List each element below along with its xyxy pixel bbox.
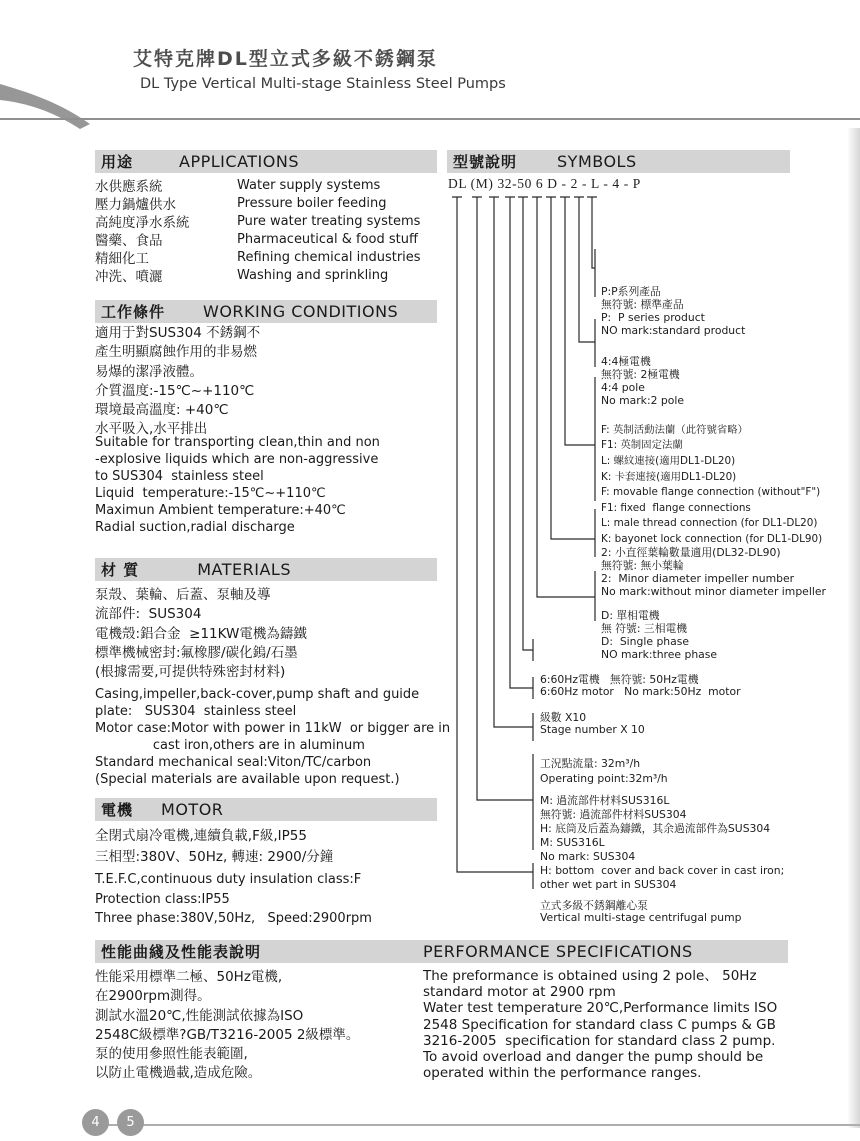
application-row bbox=[95, 230, 437, 248]
text-line: Water test temperature 20℃,Performance limits ISO bbox=[423, 1000, 778, 1017]
text-line: M: 過流部件材料SUS316L bbox=[540, 794, 670, 807]
text-line: Maximun Ambient temperature:+40℃ bbox=[95, 503, 346, 518]
text-line: Protection class:IP55 bbox=[95, 891, 230, 907]
performance-heading bbox=[95, 940, 788, 963]
text-line: NO mark:standard product bbox=[601, 324, 746, 337]
text-line: No mark:without minor diameter impeller bbox=[601, 585, 826, 598]
text-line: cast iron,others are in aluminum bbox=[95, 738, 365, 753]
text-line: 6:60Hz電機 無符號: 50Hz電機 bbox=[540, 673, 699, 686]
text-line: 泵的使用參照性能表範圍, bbox=[95, 1046, 248, 1063]
text-line: 易爆的潔凈液體。 bbox=[95, 363, 203, 380]
page-number-right: 5 bbox=[117, 1109, 144, 1136]
text-line: 6:60Hz motor No mark:50Hz motor bbox=[540, 685, 741, 698]
text-line: 2: 小直徑葉輪數量適用(DL32-DL90) bbox=[601, 546, 781, 559]
text-line: 環境最高溫度: +40℃ bbox=[95, 402, 229, 419]
text-line: P:P系列產品 bbox=[601, 285, 661, 298]
text-line: NO mark:three phase bbox=[601, 648, 718, 661]
motor-heading-zh: 電機 bbox=[101, 801, 134, 819]
working-conditions-en bbox=[95, 434, 380, 536]
symbols-heading-en: SYMBOLS bbox=[557, 152, 637, 171]
text-line: Vertical multi-stage centrifugal pump bbox=[540, 911, 742, 924]
text-line: Liquid temperature:-15℃~+110℃ bbox=[95, 486, 326, 501]
application-en: Refining chemical industries bbox=[237, 249, 421, 265]
text-line: 立式多級不銹鋼離心泵 bbox=[540, 898, 648, 912]
application-zh: 高純度凈水系統 bbox=[95, 215, 190, 231]
text-line: K: 卡套連接(適用DL1-DL20) bbox=[601, 470, 737, 483]
applications-heading bbox=[95, 150, 437, 173]
text-line: 測試水溫20℃,性能測試依據為ISO bbox=[95, 1007, 304, 1024]
text-line: 產生明顯腐蝕作用的非易燃 bbox=[95, 344, 257, 361]
text-line: 無符號: 無小葉輪 bbox=[601, 559, 684, 572]
performance-heading-en: PERFORMANCE SPECIFICATIONS bbox=[423, 942, 693, 961]
text-line: 3216-2005 specification for standard class 2 pump. bbox=[423, 1032, 776, 1049]
text-line: L: male thread connection (for DL1-DL20) bbox=[601, 517, 818, 530]
application-en: Washing and sprinkling bbox=[237, 267, 389, 283]
materials-zh bbox=[95, 586, 307, 682]
text-line: Operating point:32m³/h bbox=[540, 772, 668, 785]
text-line: 2548 Specification for standard class C pumps & GB bbox=[423, 1016, 776, 1033]
application-row bbox=[95, 248, 437, 266]
text-line: Radial suction,radial discharge bbox=[95, 520, 295, 535]
application-en: Pharmaceutical & food stuff bbox=[237, 231, 418, 247]
applications-heading-en: APPLICATIONS bbox=[179, 152, 299, 171]
text-line: standard motor at 2900 rpm bbox=[423, 984, 616, 1001]
text-line: 在2900rpm測得。 bbox=[95, 988, 211, 1005]
materials-heading-zh: 材 質 bbox=[101, 561, 140, 579]
text-line: 無符號: 過流部件材料SUS304 bbox=[540, 808, 687, 821]
application-en: Pressure boiler feeding bbox=[237, 195, 387, 211]
text-line: 三相型:380V、50Hz, 轉速: 2900/分鐘 bbox=[95, 849, 334, 865]
text-line: 適用于對SUS304 不銹鋼不 bbox=[95, 325, 261, 341]
text-line: -explosive liquids which are non-aggressive bbox=[95, 452, 379, 467]
text-line: 標準機械密封:氟橡膠/碳化鎢/石墨 bbox=[95, 644, 298, 661]
application-row bbox=[95, 194, 437, 212]
text-line: L: 螺紋連接(適用DL1-DL20) bbox=[601, 454, 736, 467]
application-row bbox=[95, 176, 437, 194]
text-line: D: Single phase bbox=[601, 635, 690, 648]
application-zh: 壓力鍋爐供水 bbox=[95, 197, 176, 213]
text-line: F: movable flange connection (without"F") bbox=[601, 486, 821, 499]
application-row bbox=[95, 266, 437, 284]
page-edge-shading bbox=[847, 128, 860, 1128]
symbols-heading-zh: 型號說明 bbox=[453, 153, 518, 171]
text-line: 無符號: 2極電機 bbox=[601, 368, 680, 381]
text-line: F1: 英制固定法蘭 bbox=[601, 439, 683, 452]
text-line: No mark:2 pole bbox=[601, 394, 684, 407]
page-subtitle: DL Type Vertical Multi-stage Stainless Steel Pumps bbox=[140, 76, 506, 92]
text-line: 2548C級標準?GB/T3216-2005 2級標準。 bbox=[95, 1026, 360, 1043]
materials-heading bbox=[95, 558, 437, 581]
application-zh: 精細化工 bbox=[95, 251, 149, 267]
model-code: DL (M) 32-50 6 D - 2 - L - 4 - P bbox=[448, 176, 641, 191]
working-conditions-heading-zh: 工作條件 bbox=[101, 303, 166, 321]
applications-heading-zh: 用途 bbox=[101, 153, 134, 171]
text-line: 4:4極電機 bbox=[601, 355, 651, 368]
text-line: 無 符號: 三相電機 bbox=[601, 622, 688, 635]
page-title: 艾特克牌DL型立式多級不銹鋼泵 bbox=[133, 48, 438, 70]
text-line: Stage number X 10 bbox=[540, 723, 645, 736]
application-en: Pure water treating systems bbox=[237, 213, 421, 229]
text-line: to SUS304 stainless steel bbox=[95, 469, 264, 484]
text-line: Casing,impeller,back-cover,pump shaft and guide bbox=[95, 687, 420, 702]
text-line: 以防止電機過載,造成危險。 bbox=[95, 1065, 262, 1082]
text-line: Motor case:Motor with power in 11kW or bigger are in bbox=[95, 721, 451, 736]
text-line: T.E.F.C,continuous duty insulation class:F bbox=[95, 872, 362, 887]
text-line: plate: SUS304 stainless steel bbox=[95, 704, 297, 719]
text-line: 性能采用標準二極、50Hz電機, bbox=[95, 969, 283, 985]
text-line: Suitable for transporting clean,thin and non bbox=[95, 435, 380, 450]
text-line: H: bottom cover and back cover in cast iron; bbox=[540, 864, 785, 877]
working-conditions-zh bbox=[95, 324, 260, 440]
symbol-note-pump-type bbox=[540, 862, 741, 925]
motor-heading bbox=[95, 798, 437, 821]
text-line: 流部件: SUS304 bbox=[95, 606, 202, 623]
performance-en bbox=[423, 968, 777, 1081]
text-line: 全閉式扇冷電機,連續負載,F級,IP55 bbox=[95, 828, 307, 844]
application-zh: 醫藥、食品 bbox=[95, 233, 163, 249]
performance-heading-zh: 性能曲綫及性能表說明 bbox=[101, 943, 262, 961]
motor-en bbox=[95, 870, 372, 929]
text-line: The preformance is obtained using 2 pole、 50Hz bbox=[423, 968, 757, 984]
text-line: other wet part in SUS304 bbox=[540, 878, 677, 891]
text-line: 泵殼、葉輪、后蓋、泵軸及導 bbox=[95, 587, 271, 603]
text-line: 無符號: 標準產品 bbox=[601, 298, 684, 311]
text-line: M: SUS316L bbox=[540, 836, 605, 849]
text-line: Standard mechanical seal:Viton/TC/carbon bbox=[95, 755, 372, 770]
working-conditions-heading-en: WORKING CONDITIONS bbox=[203, 302, 399, 321]
footer-line bbox=[88, 1124, 860, 1126]
motor-zh bbox=[95, 826, 333, 868]
text-line: F1: fixed flange connections bbox=[601, 501, 751, 514]
text-line: H: 底筒及后蓋為鑄鐵，其余過流部件為SUS304 bbox=[540, 822, 771, 835]
page-number-left: 4 bbox=[82, 1109, 109, 1136]
application-zh: 水供應系統 bbox=[95, 179, 163, 195]
text-line: 介質溫度:-15℃~+110℃ bbox=[95, 382, 255, 399]
applications-list bbox=[95, 176, 437, 284]
application-row bbox=[95, 212, 437, 230]
text-line: operated within the performance ranges. bbox=[423, 1065, 702, 1082]
text-line: P: P series product bbox=[601, 311, 705, 324]
text-line: 工況點流量: 32m³/h bbox=[540, 757, 641, 770]
text-line: 級數 X10 bbox=[540, 711, 587, 724]
materials-heading-en: MATERIALS bbox=[197, 560, 291, 579]
text-line: Three phase:380V,50Hz, Speed:2900rpm bbox=[95, 911, 372, 926]
application-zh: 冲洗、噴灑 bbox=[95, 269, 163, 285]
text-line: 水平吸入,水平排出 bbox=[95, 421, 208, 438]
header-divider bbox=[0, 118, 860, 120]
performance-zh bbox=[95, 968, 359, 1084]
text-line: (Special materials are available upon request.) bbox=[95, 772, 400, 787]
text-line: No mark: SUS304 bbox=[540, 850, 636, 863]
corner-swoosh-shape bbox=[0, 84, 90, 129]
text-line: 2: Minor diameter impeller number bbox=[601, 572, 795, 585]
symbols-heading bbox=[447, 150, 790, 173]
working-conditions-heading bbox=[95, 300, 437, 323]
text-line: K: bayonet lock connection (for DL1-DL90) bbox=[601, 532, 823, 545]
text-line: (根據需要,可提供特殊密封材料) bbox=[95, 664, 286, 681]
text-line: To avoid overload and danger the pump should be bbox=[423, 1049, 764, 1066]
text-line: 電機殼:鋁合金 ≥11KW電機為鑄鐵 bbox=[95, 625, 307, 642]
materials-en bbox=[95, 686, 450, 788]
motor-heading-en: MOTOR bbox=[161, 800, 224, 819]
text-line: 4:4 pole bbox=[601, 381, 645, 394]
text-line: D: 單相電機 bbox=[601, 609, 660, 622]
application-en: Water supply systems bbox=[237, 177, 381, 193]
text-line: F: 英制活動法蘭（此符號省略） bbox=[601, 423, 749, 436]
